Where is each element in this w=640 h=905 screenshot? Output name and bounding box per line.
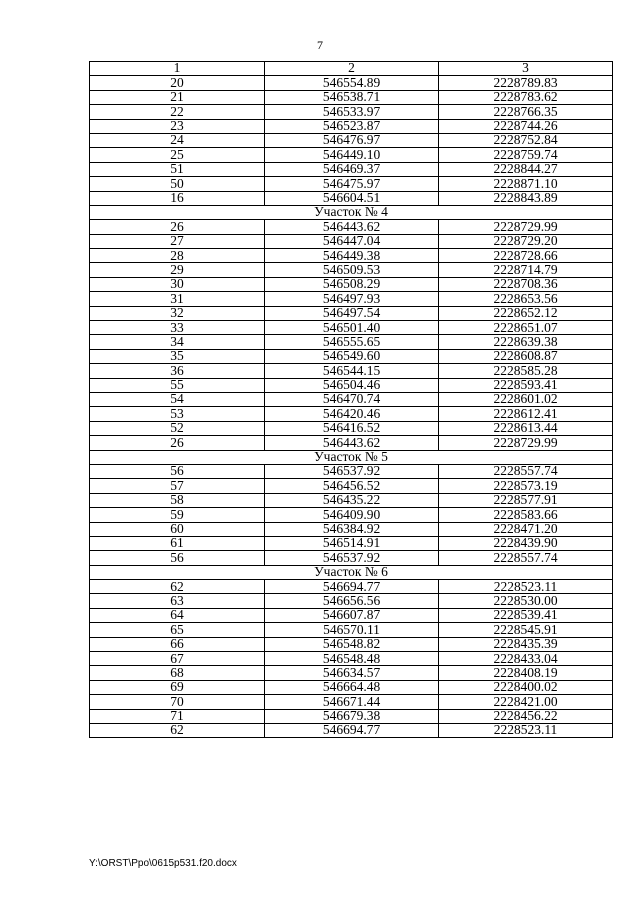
- table-row: [90, 522, 613, 536]
- point-number-cell: 71: [90, 709, 265, 723]
- page-number: 7: [317, 38, 323, 52]
- table-row: [90, 680, 613, 694]
- x-coordinate-cell: 546497.93: [265, 292, 439, 306]
- table-row: [90, 162, 613, 176]
- x-coordinate-cell: 546679.38: [265, 709, 439, 723]
- coordinates-table: [89, 61, 613, 738]
- x-coordinate-cell: 546694.77: [265, 723, 439, 737]
- table-row: [90, 220, 613, 234]
- x-coordinate-cell: 546475.97: [265, 177, 439, 191]
- y-coordinate-cell: 2228456.22: [439, 709, 613, 723]
- y-coordinate-cell: 2228408.19: [439, 666, 613, 680]
- y-coordinate-cell: 2228783.62: [439, 90, 613, 104]
- table-row: [90, 249, 613, 263]
- point-number-cell: 59: [90, 508, 265, 522]
- y-coordinate-cell: 2228729.20: [439, 234, 613, 248]
- x-coordinate-cell: 546555.65: [265, 335, 439, 349]
- point-number-cell: 32: [90, 306, 265, 320]
- point-number-cell: 35: [90, 349, 265, 363]
- y-coordinate-cell: 2228708.36: [439, 277, 613, 291]
- table-row: [90, 364, 613, 378]
- y-coordinate-cell: 2228583.66: [439, 508, 613, 522]
- y-coordinate-cell: 2228400.02: [439, 680, 613, 694]
- point-number-cell: 66: [90, 637, 265, 651]
- section-heading-row: [90, 450, 613, 464]
- x-coordinate-cell: 546537.92: [265, 464, 439, 478]
- x-coordinate-cell: 546443.62: [265, 436, 439, 450]
- x-coordinate-cell: 546656.56: [265, 594, 439, 608]
- y-coordinate-cell: 2228729.99: [439, 220, 613, 234]
- point-number-cell: 33: [90, 321, 265, 335]
- table-row: [90, 321, 613, 335]
- table-row: [90, 277, 613, 291]
- y-coordinate-cell: 2228871.10: [439, 177, 613, 191]
- point-number-cell: 55: [90, 378, 265, 392]
- point-number-cell: 57: [90, 479, 265, 493]
- column-number-row: [90, 62, 613, 76]
- x-coordinate-cell: 546501.40: [265, 321, 439, 335]
- y-coordinate-cell: 2228471.20: [439, 522, 613, 536]
- x-coordinate-cell: 546533.97: [265, 105, 439, 119]
- column-number-1: 1: [90, 62, 265, 76]
- table-row: [90, 464, 613, 478]
- file-path-footer: Y:\ORST\Ppo\0615p531.f20.docx: [89, 858, 237, 869]
- table-row: [90, 580, 613, 594]
- point-number-cell: 26: [90, 220, 265, 234]
- x-coordinate-cell: 546549.60: [265, 349, 439, 363]
- y-coordinate-cell: 2228577.91: [439, 493, 613, 507]
- column-number-2: 2: [265, 62, 439, 76]
- x-coordinate-cell: 546449.38: [265, 249, 439, 263]
- table-row: [90, 292, 613, 306]
- point-number-cell: 51: [90, 162, 265, 176]
- y-coordinate-cell: 2228608.87: [439, 349, 613, 363]
- y-coordinate-cell: 2228557.74: [439, 464, 613, 478]
- x-coordinate-cell: 546409.90: [265, 508, 439, 522]
- point-number-cell: 34: [90, 335, 265, 349]
- y-coordinate-cell: 2228601.02: [439, 392, 613, 406]
- y-coordinate-cell: 2228714.79: [439, 263, 613, 277]
- y-coordinate-cell: 2228653.56: [439, 292, 613, 306]
- x-coordinate-cell: 546548.48: [265, 652, 439, 666]
- y-coordinate-cell: 2228752.84: [439, 133, 613, 147]
- point-number-cell: 70: [90, 695, 265, 709]
- table-row: [90, 536, 613, 550]
- x-coordinate-cell: 546449.10: [265, 148, 439, 162]
- table-row: [90, 105, 613, 119]
- point-number-cell: 31: [90, 292, 265, 306]
- x-coordinate-cell: 546604.51: [265, 191, 439, 205]
- y-coordinate-cell: 2228639.38: [439, 335, 613, 349]
- x-coordinate-cell: 546554.89: [265, 76, 439, 90]
- point-number-cell: 65: [90, 623, 265, 637]
- x-coordinate-cell: 546420.46: [265, 407, 439, 421]
- point-number-cell: 20: [90, 76, 265, 90]
- x-coordinate-cell: 546544.15: [265, 364, 439, 378]
- point-number-cell: 60: [90, 522, 265, 536]
- point-number-cell: 68: [90, 666, 265, 680]
- x-coordinate-cell: 546634.57: [265, 666, 439, 680]
- y-coordinate-cell: 2228539.41: [439, 608, 613, 622]
- table-row: [90, 594, 613, 608]
- x-coordinate-cell: 546447.04: [265, 234, 439, 248]
- y-coordinate-cell: 2228843.89: [439, 191, 613, 205]
- point-number-cell: 56: [90, 551, 265, 565]
- table-row: [90, 551, 613, 565]
- x-coordinate-cell: 546497.54: [265, 306, 439, 320]
- point-number-cell: 67: [90, 652, 265, 666]
- x-coordinate-cell: 546508.29: [265, 277, 439, 291]
- y-coordinate-cell: 2228439.90: [439, 536, 613, 550]
- y-coordinate-cell: 2228744.26: [439, 119, 613, 133]
- table-row: [90, 695, 613, 709]
- point-number-cell: 23: [90, 119, 265, 133]
- point-number-cell: 52: [90, 421, 265, 435]
- x-coordinate-cell: 546570.11: [265, 623, 439, 637]
- table-row: [90, 652, 613, 666]
- table-row: [90, 608, 613, 622]
- point-number-cell: 36: [90, 364, 265, 378]
- y-coordinate-cell: 2228728.66: [439, 249, 613, 263]
- point-number-cell: 53: [90, 407, 265, 421]
- table-row: [90, 623, 613, 637]
- x-coordinate-cell: 546509.53: [265, 263, 439, 277]
- point-number-cell: 26: [90, 436, 265, 450]
- table-row: [90, 378, 613, 392]
- point-number-cell: 54: [90, 392, 265, 406]
- table-row: [90, 508, 613, 522]
- table-row: [90, 349, 613, 363]
- x-coordinate-cell: 546607.87: [265, 608, 439, 622]
- table-row: [90, 335, 613, 349]
- x-coordinate-cell: 546470.74: [265, 392, 439, 406]
- point-number-cell: 63: [90, 594, 265, 608]
- y-coordinate-cell: 2228729.99: [439, 436, 613, 450]
- table-row: [90, 76, 613, 90]
- table-row: [90, 263, 613, 277]
- table-row: [90, 148, 613, 162]
- table-row: [90, 234, 613, 248]
- point-number-cell: 29: [90, 263, 265, 277]
- section-heading: Участок № 4: [90, 205, 613, 219]
- y-coordinate-cell: 2228651.07: [439, 321, 613, 335]
- y-coordinate-cell: 2228612.41: [439, 407, 613, 421]
- point-number-cell: 56: [90, 464, 265, 478]
- x-coordinate-cell: 546504.46: [265, 378, 439, 392]
- x-coordinate-cell: 546416.52: [265, 421, 439, 435]
- table-row: [90, 119, 613, 133]
- y-coordinate-cell: 2228523.11: [439, 580, 613, 594]
- table-row: [90, 133, 613, 147]
- point-number-cell: 69: [90, 680, 265, 694]
- table-row: [90, 637, 613, 651]
- table-row: [90, 666, 613, 680]
- y-coordinate-cell: 2228573.19: [439, 479, 613, 493]
- x-coordinate-cell: 546443.62: [265, 220, 439, 234]
- table-row: [90, 177, 613, 191]
- x-coordinate-cell: 546538.71: [265, 90, 439, 104]
- table-row: [90, 407, 613, 421]
- x-coordinate-cell: 546384.92: [265, 522, 439, 536]
- x-coordinate-cell: 546514.91: [265, 536, 439, 550]
- section-heading-row: [90, 565, 613, 579]
- x-coordinate-cell: 546469.37: [265, 162, 439, 176]
- point-number-cell: 50: [90, 177, 265, 191]
- x-coordinate-cell: 546548.82: [265, 637, 439, 651]
- point-number-cell: 28: [90, 249, 265, 263]
- point-number-cell: 30: [90, 277, 265, 291]
- point-number-cell: 22: [90, 105, 265, 119]
- point-number-cell: 58: [90, 493, 265, 507]
- table-row: [90, 709, 613, 723]
- y-coordinate-cell: 2228435.39: [439, 637, 613, 651]
- y-coordinate-cell: 2228844.27: [439, 162, 613, 176]
- table-row: [90, 90, 613, 104]
- section-heading: Участок № 5: [90, 450, 613, 464]
- y-coordinate-cell: 2228421.00: [439, 695, 613, 709]
- x-coordinate-cell: 546456.52: [265, 479, 439, 493]
- point-number-cell: 61: [90, 536, 265, 550]
- y-coordinate-cell: 2228433.04: [439, 652, 613, 666]
- table-row: [90, 421, 613, 435]
- y-coordinate-cell: 2228530.00: [439, 594, 613, 608]
- x-coordinate-cell: 546435.22: [265, 493, 439, 507]
- point-number-cell: 21: [90, 90, 265, 104]
- y-coordinate-cell: 2228766.35: [439, 105, 613, 119]
- point-number-cell: 62: [90, 723, 265, 737]
- table-row: [90, 191, 613, 205]
- x-coordinate-cell: 546671.44: [265, 695, 439, 709]
- point-number-cell: 64: [90, 608, 265, 622]
- point-number-cell: 16: [90, 191, 265, 205]
- table-row: [90, 392, 613, 406]
- y-coordinate-cell: 2228789.83: [439, 76, 613, 90]
- coordinates-table-body: [90, 62, 613, 738]
- point-number-cell: 62: [90, 580, 265, 594]
- point-number-cell: 24: [90, 133, 265, 147]
- x-coordinate-cell: 546523.87: [265, 119, 439, 133]
- table-row: [90, 479, 613, 493]
- table-row: [90, 723, 613, 737]
- y-coordinate-cell: 2228585.28: [439, 364, 613, 378]
- point-number-cell: 25: [90, 148, 265, 162]
- column-number-3: 3: [439, 62, 613, 76]
- table-row: [90, 306, 613, 320]
- y-coordinate-cell: 2228557.74: [439, 551, 613, 565]
- table-row: [90, 436, 613, 450]
- section-heading-row: [90, 205, 613, 219]
- point-number-cell: 27: [90, 234, 265, 248]
- x-coordinate-cell: 546664.48: [265, 680, 439, 694]
- y-coordinate-cell: 2228759.74: [439, 148, 613, 162]
- section-heading: Участок № 6: [90, 565, 613, 579]
- y-coordinate-cell: 2228613.44: [439, 421, 613, 435]
- y-coordinate-cell: 2228523.11: [439, 723, 613, 737]
- x-coordinate-cell: 546694.77: [265, 580, 439, 594]
- y-coordinate-cell: 2228652.12: [439, 306, 613, 320]
- x-coordinate-cell: 546476.97: [265, 133, 439, 147]
- x-coordinate-cell: 546537.92: [265, 551, 439, 565]
- y-coordinate-cell: 2228593.41: [439, 378, 613, 392]
- y-coordinate-cell: 2228545.91: [439, 623, 613, 637]
- table-row: [90, 493, 613, 507]
